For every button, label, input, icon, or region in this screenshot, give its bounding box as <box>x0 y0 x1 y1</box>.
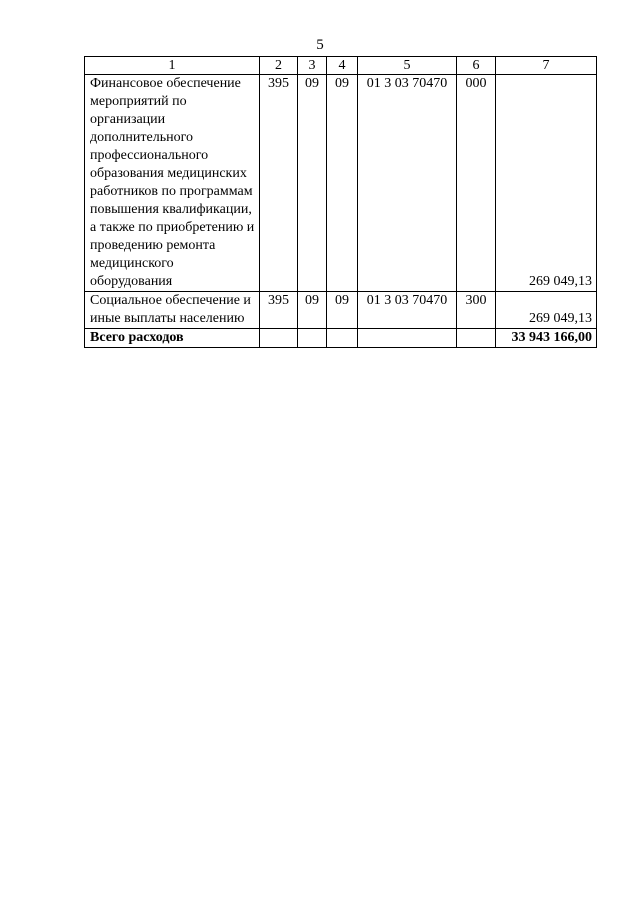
empty-cell <box>457 329 496 348</box>
column-header: 5 <box>358 57 457 75</box>
department-code-cell: 395 <box>260 75 298 292</box>
section-code-cell: 09 <box>298 292 327 329</box>
page-number: 5 <box>316 37 324 53</box>
expense-type-code-cell: 000 <box>457 75 496 292</box>
column-header: 4 <box>327 57 358 75</box>
column-header: 1 <box>85 57 260 75</box>
empty-cell <box>358 329 457 348</box>
table-row <box>85 292 597 329</box>
department-code-cell: 395 <box>260 292 298 329</box>
table-row <box>85 75 597 292</box>
section-code-cell: 09 <box>298 75 327 292</box>
column-header: 6 <box>457 57 496 75</box>
expenditure-table <box>84 56 597 348</box>
total-amount: 33 943 166,00 <box>496 329 597 348</box>
empty-cell <box>327 329 358 348</box>
expense-name-cell: Финансовое обеспечение мероприятий по организации дополнительного профессионального образования медицинских работников по программам повышения квалификации, а также по приобретению и проведению ремонта медицинского оборудования <box>85 75 260 292</box>
total-label: Всего расходов <box>85 329 260 348</box>
subsection-code-cell: 09 <box>327 75 358 292</box>
total-row <box>85 329 597 348</box>
subsection-code-cell: 09 <box>327 292 358 329</box>
amount-cell: 269 049,13 <box>496 292 597 329</box>
column-header: 3 <box>298 57 327 75</box>
target-item-code-cell: 01 3 03 70470 <box>358 292 457 329</box>
target-item-code-cell: 01 3 03 70470 <box>358 75 457 292</box>
expense-type-code-cell: 300 <box>457 292 496 329</box>
empty-cell <box>260 329 298 348</box>
expense-name-cell: Социальное обеспечение и иные выплаты населению <box>85 292 260 329</box>
column-header: 2 <box>260 57 298 75</box>
empty-cell <box>298 329 327 348</box>
column-header: 7 <box>496 57 597 75</box>
table-header-row <box>85 57 597 75</box>
amount-cell: 269 049,13 <box>496 75 597 292</box>
